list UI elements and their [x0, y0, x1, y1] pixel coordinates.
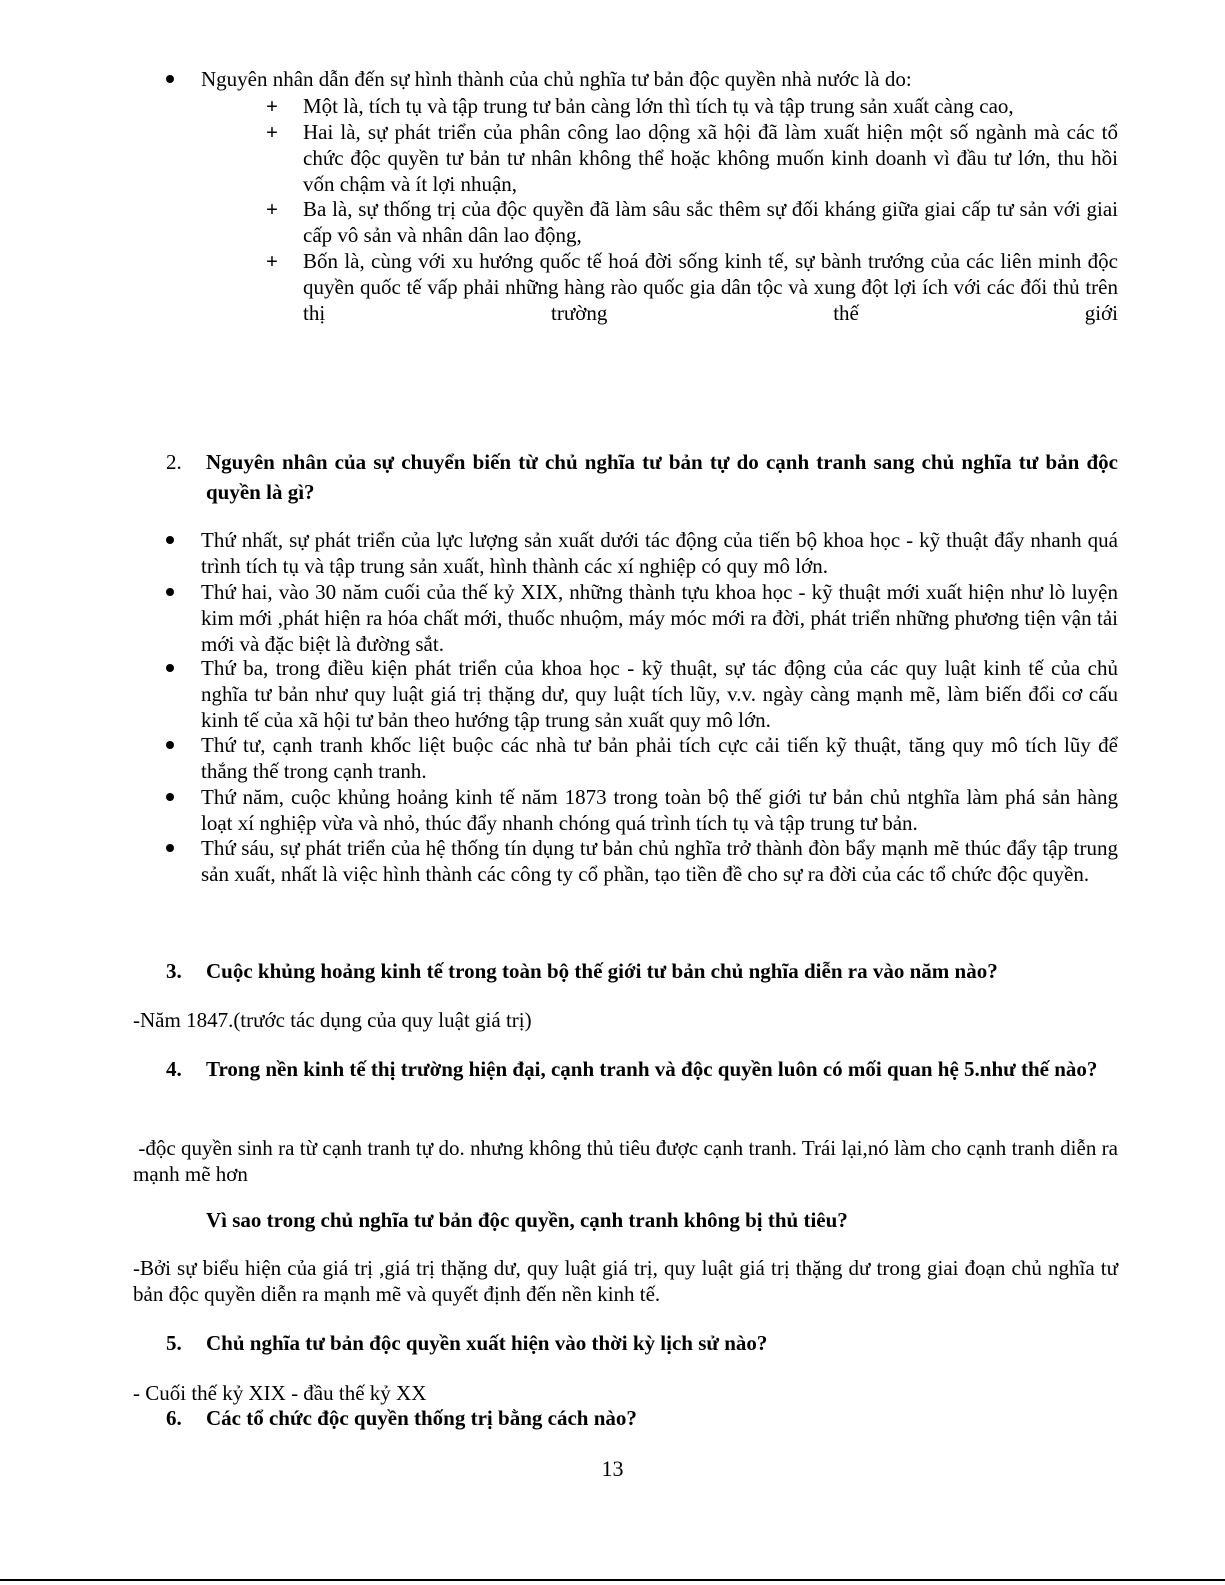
bottom-rule: [0, 1579, 1225, 1581]
page-number: 13: [601, 1456, 624, 1481]
question-5-answer: - Cuối thế kỷ XIX - đầu thế kỷ XX: [133, 1381, 427, 1405]
question-6-title: Các tổ chức độc quyền thống trị bằng cách nào?: [206, 1406, 637, 1430]
question-3-answer: -Năm 1847.(trước tác dụng của quy luật giá trị): [133, 1008, 532, 1032]
q2-bullet-5: Thứ năm, cuộc khủng hoảng kinh tế năm 1873 trong toàn bộ thế giới tư bản chủ ntghĩa làm phá sản hàng loạt xí nghiệp vừa và nhỏ, thúc đẩy nhanh chóng quá trình tích tụ và tập trung tư bản.: [201, 785, 1118, 835]
plus-marker: +: [266, 197, 278, 221]
q2-bullet-4: Thứ tư, cạnh tranh khốc liệt buộc các nhà tư bản phải tích cực cải tiến kỹ thuật, tăng quy mô tích lũy để thắng thế trong cạnh tranh.: [201, 733, 1118, 783]
plus-marker: +: [266, 120, 278, 144]
bullet-dot: [166, 793, 174, 801]
question-number: 5.: [166, 1331, 182, 1355]
plus-marker: +: [266, 249, 278, 273]
plus-marker: +: [266, 94, 278, 118]
cause-item-1: Một là, tích tụ và tập trung tư bản càng lớn thì tích tụ và tập trung sản xuất càng cao,: [303, 94, 1014, 118]
question-3-title: Cuộc khủng hoảng kinh tế trong toàn bộ thế giới tư bản chủ nghĩa diễn ra vào năm nào?: [206, 959, 998, 983]
question-number: 3.: [166, 959, 182, 983]
q2-bullet-3: Thứ ba, trong điều kiện phát triển của khoa học - kỹ thuật, sự tác động của các quy luật kinh tế của chủ nghĩa tư bản như quy luật giá trị thặng dư, quy luật tích lũy, v.v. ngày càng mạnh mẽ, làm biến đổi cơ cấu kinh tế của xã hội tư bản theo hướng tập trung sản xuất quy mô lớn.: [201, 656, 1118, 732]
bullet-dot: [166, 536, 174, 544]
extra-question-title: Vì sao trong chủ nghĩa tư bản độc quyền, cạnh tranh không bị thủ tiêu?: [206, 1208, 848, 1232]
bullet-dot: [166, 588, 174, 596]
q2-bullet-6: Thứ sáu, sự phát triển của hệ thống tín dụng tư bản chủ nghĩa trở thành đòn bẩy mạnh mẽ thúc đẩy tập trung sản xuất, nhất là việc hình thành các công ty cổ phần, tạo tiền đề cho sự ra đời của các tổ chức độc quyền.: [201, 836, 1118, 886]
question-number: 6.: [166, 1406, 182, 1430]
question-5-title: Chủ nghĩa tư bản độc quyền xuất hiện vào thời kỳ lịch sử nào?: [206, 1331, 768, 1355]
cause-item-4: Bốn là, cùng với xu hướng quốc tế hoá đời sống kinh tế, sự bành trướng của các liên minh độc quyền quốc tế vấp phải những hàng rào quốc gia dân tộc và xung đột lợi ích với các đối thủ trên thị trường thế giới: [303, 249, 1118, 325]
question-4-answer: -độc quyền sinh ra từ cạnh tranh tự do. nhưng không thủ tiêu được cạnh tranh. Trái lại,nó làm cho cạnh tranh diễn ra mạnh mẽ hơn: [133, 1136, 1124, 1186]
question-4-title: Trong nền kinh tế thị trường hiện đại, cạnh tranh và độc quyền luôn có mối quan hệ 5.như thế nào?: [206, 1057, 1098, 1081]
cause-intro: Nguyên nhân dẫn đến sự hình thành của chủ nghĩa tư bản độc quyền nhà nước là do:: [201, 67, 912, 91]
extra-question-answer: -Bởi sự biểu hiện của giá trị ,giá trị thặng dư, quy luật giá trị, quy luật giá trị thặng dư trong giai đoạn chủ nghĩa tư bản độc quyền diễn ra mạnh mẽ và quyết định đến nền kinh tế.: [133, 1256, 1118, 1306]
bullet-dot: [166, 844, 174, 852]
bullet-dot: [166, 664, 174, 672]
question-2-title: Nguyên nhân của sự chuyển biến từ chủ nghĩa tư bản tự do cạnh tranh sang chủ nghĩa tư bản độc quyền là gì?: [206, 450, 1118, 504]
q2-bullet-2: Thứ hai, vào 30 năm cuối của thế kỷ XIX, những thành tựu khoa học - kỹ thuật mới xuất hiện như lò luyện kim mới ,phát hiện ra hóa chất mới, thuốc nhuộm, máy móc mới ra đời, phát triển những phương tiện vận tải mới và đặc biệt là đường sắt.: [201, 580, 1118, 656]
question-number: 2.: [166, 450, 182, 474]
bullet-dot: [166, 75, 174, 83]
question-number: 4.: [166, 1057, 182, 1081]
cause-item-3: Ba là, sự thống trị của độc quyền đã làm sâu sắc thêm sự đối kháng giữa giai cấp tư sản với giai cấp vô sản và nhân dân lao động,: [303, 197, 1118, 247]
bullet-dot: [166, 741, 174, 749]
cause-item-2: Hai là, sự phát triển của phân công lao dộng xã hội đã làm xuất hiện một số ngành mà các tổ chức độc quyền tư bản tư nhân không thể hoặc không muốn kinh doanh vì đầu tư lớn, thu hồi vốn chậm và ít lợi nhuận,: [303, 120, 1118, 196]
q2-bullet-1: Thứ nhất, sự phát triển của lực lượng sản xuất dưới tác động của tiến bộ khoa học - kỹ thuật đẩy nhanh quá trình tích tụ và tập trung sản xuất, hình thành các xí nghiệp có quy mô lớn.: [201, 528, 1118, 578]
